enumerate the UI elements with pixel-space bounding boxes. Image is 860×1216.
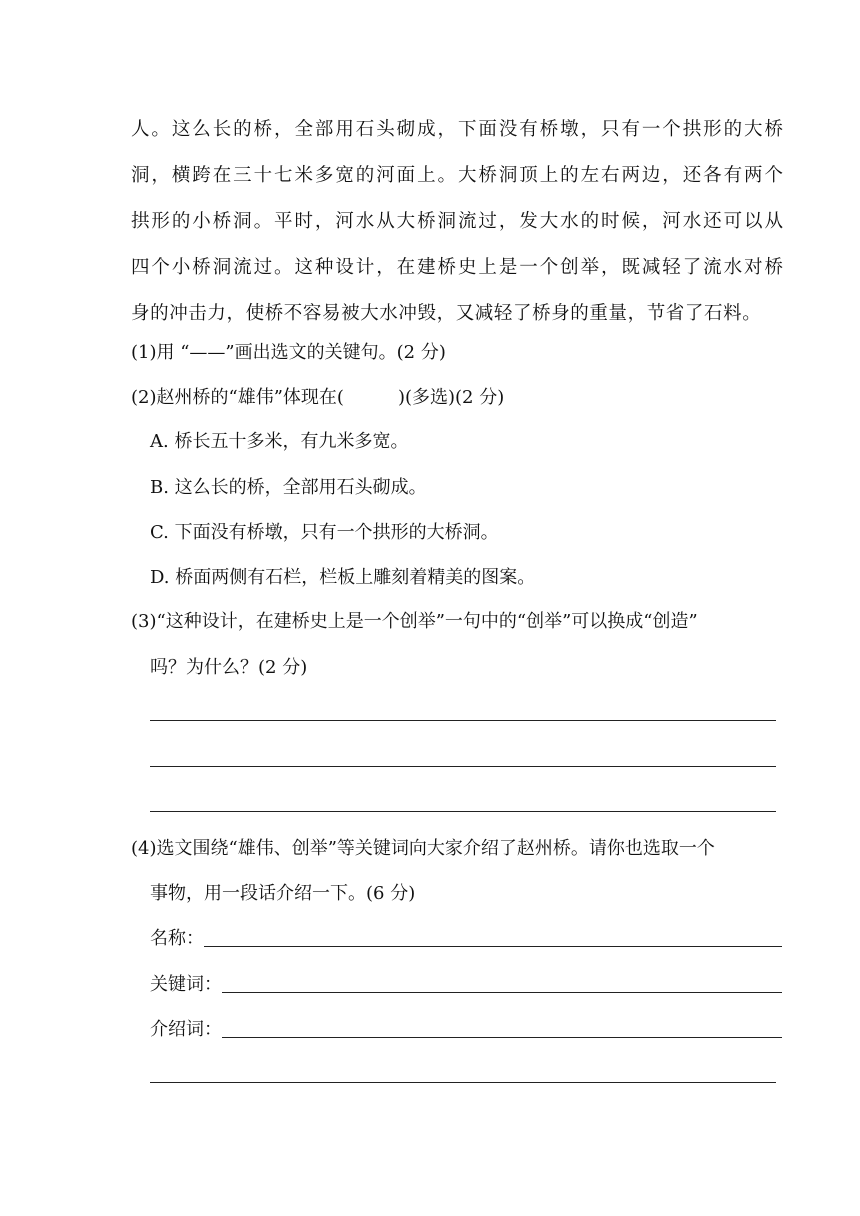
option-a[interactable]: A. 桥长五十多米，有九米多宽。 (150, 431, 409, 452)
keyword-field-label: 关键词： (150, 974, 222, 995)
question-2 (131, 383, 504, 413)
option-d[interactable]: D. 桥面两侧有石栏，栏板上雕刻着精美的图案。 (150, 567, 536, 588)
answer-line[interactable] (150, 1082, 776, 1083)
answer-line[interactable] (150, 720, 776, 721)
answer-line[interactable] (150, 766, 776, 767)
passage-line: 洞，横跨在三十七米多宽的河面上。大桥洞顶上的左右两边，还各有两个 (131, 165, 783, 186)
name-field-label: 名称： (150, 928, 204, 949)
keyword-field-line[interactable] (222, 992, 782, 993)
passage-line: 拱形的小桥洞。平时，河水从大桥洞流过，发大水的时候，河水还可以从 (131, 211, 783, 232)
passage-line: 四个小桥洞流过。这种设计，在建桥史上是一个创举，既减轻了流水对桥 (131, 257, 783, 278)
question-3-line1: (3)“这种设计，在建桥史上是一个创举”一句中的“创举”可以换成“创造” (131, 611, 698, 632)
reading-passage (131, 107, 783, 337)
question-1: (1)用 “——”画出选文的关键句。(2 分) (131, 342, 446, 363)
question-3-line2: 吗？为什么？(2 分) (150, 657, 308, 678)
question-2-suffix: )(多选)(2 分) (397, 387, 505, 408)
intro-field-line[interactable] (222, 1037, 782, 1038)
intro-field-label: 介绍词： (150, 1019, 222, 1040)
option-b[interactable]: B. 这么长的桥，全部用石头砌成。 (150, 477, 427, 498)
question-4-line2: 事物，用一段话介绍一下。(6 分) (150, 883, 416, 904)
passage-line: 人。这么长的桥，全部用石头砌成，下面没有桥墩，只有一个拱形的大桥 (131, 119, 783, 140)
name-field-line[interactable] (204, 946, 782, 947)
question-4-line1: (4)选文围绕“雄伟、创举”等关键词向大家介绍了赵州桥。请你也选取一个 (131, 838, 715, 859)
answer-line[interactable] (150, 811, 776, 812)
option-c[interactable]: C. 下面没有桥墩，只有一个拱形的大桥洞。 (150, 522, 499, 543)
passage-line: 身的冲击力，使桥不容易被大水冲毁，又减轻了桥身的重量，节省了石料。 (131, 303, 762, 324)
question-2-prefix: (2)赵州桥的“雄伟”体现在( (131, 387, 344, 408)
